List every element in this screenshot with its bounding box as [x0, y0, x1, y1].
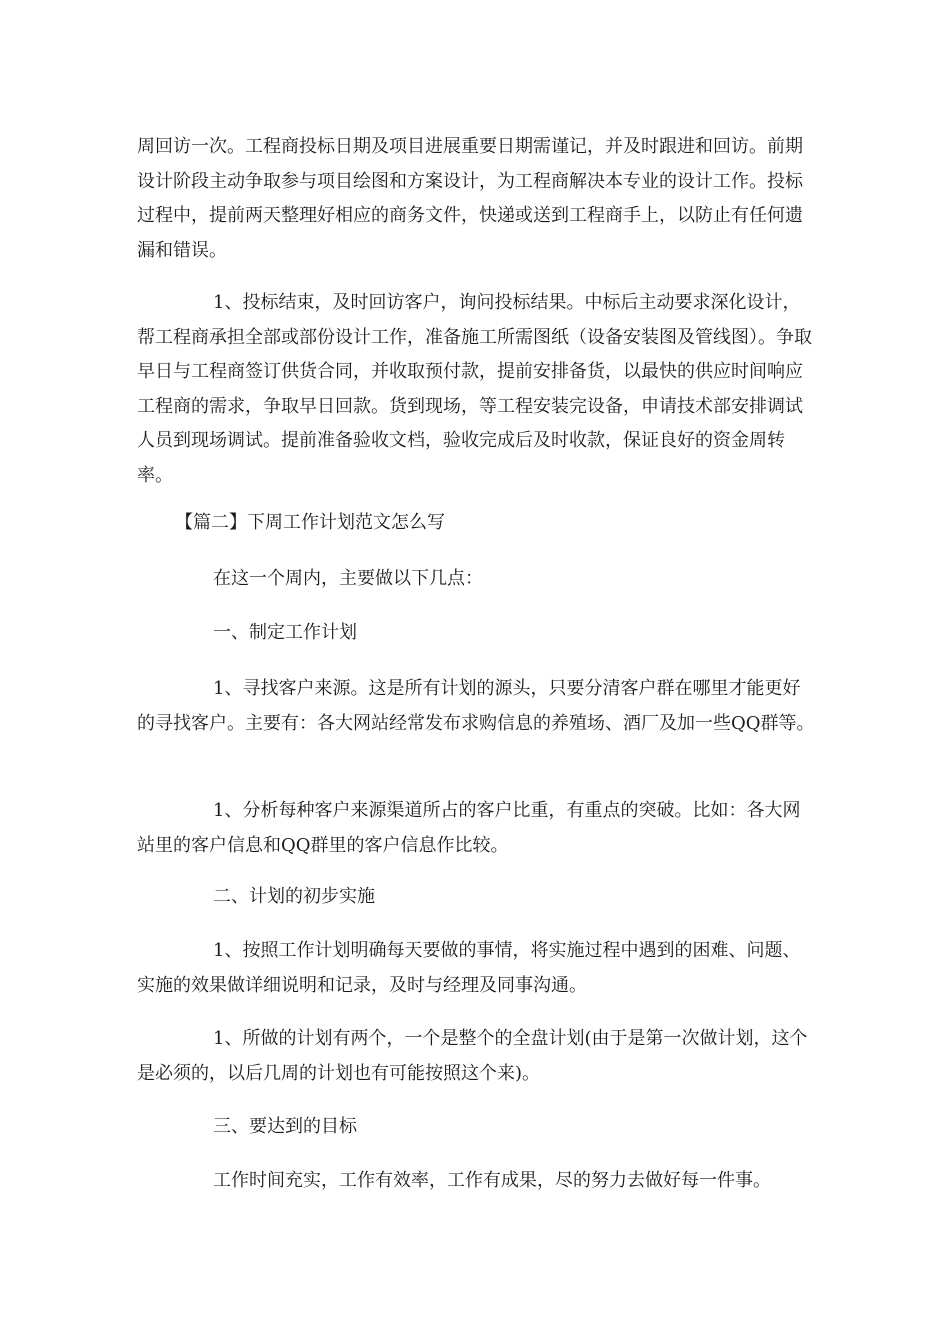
section-title-goals: 三、要达到的目标: [213, 1116, 357, 1137]
section-title-implementation: 二、计划的初步实施: [213, 886, 375, 907]
paragraph-daily-tasks: 1、按照工作计划明确每天要做的事情，将实施过程中遇到的困难、问题、实施的效果做详细说明和记录，及时与经理及同事沟通。: [137, 940, 801, 996]
section-title-plan: 一、制定工作计划: [213, 622, 357, 643]
paragraph-analyze-sources: 1、分析每种客户来源渠道所占的客户比重，有重点的突破。比如：各大网站里的客户信息和QQ群里的客户信息作比较。: [137, 800, 801, 856]
section-heading-part-two: 【篇二】下周工作计划范文怎么写: [175, 512, 445, 533]
paragraph-goals: 工作时间充实，工作有效率，工作有成果，尽的努力去做好每一件事。: [213, 1170, 771, 1191]
paragraph-bid-result: 1、投标结束，及时回访客户，询问投标结果。中标后主动要求深化设计，帮工程商承担全部或部份设计工作，准备施工所需图纸（设备安装图及管线图）。争取早日与工程商签订供货合同，并收取预付款，提前安排备货，以最快的供应时间响应工程商的需求，争取早日回款。货到现场，等工程安装完设备，申请技术部安排调试人员到现场调试。提前准备验收文档，验收完成后及时收款，保证良好的资金周转率。: [137, 292, 812, 486]
paragraph-two-plans: 1、所做的计划有两个，一个是整个的全盘计划(由于是第一次做计划，这个是必须的，以后几周的计划也有可能按照这个来)。: [137, 1028, 808, 1084]
paragraph-followup: 周回访一次。工程商投标日期及项目进展重要日期需谨记，并及时跟进和回访。前期设计阶段主动争取参与项目绘图和方案设计，为工程商解决本专业的设计工作。投标过程中，提前两天整理好相应的商务文件，快递或送到工程商手上，以防止有任何遗漏和错误。: [137, 136, 803, 261]
paragraph-find-customers: 1、寻找客户来源。这是所有计划的源头，只要分清客户群在哪里才能更好的寻找客户。主要有：各大网站经常发布求购信息的养殖场、酒厂及加一些QQ群等。: [137, 678, 815, 734]
intro-line: 在这一个周内，主要做以下几点：: [213, 568, 483, 589]
